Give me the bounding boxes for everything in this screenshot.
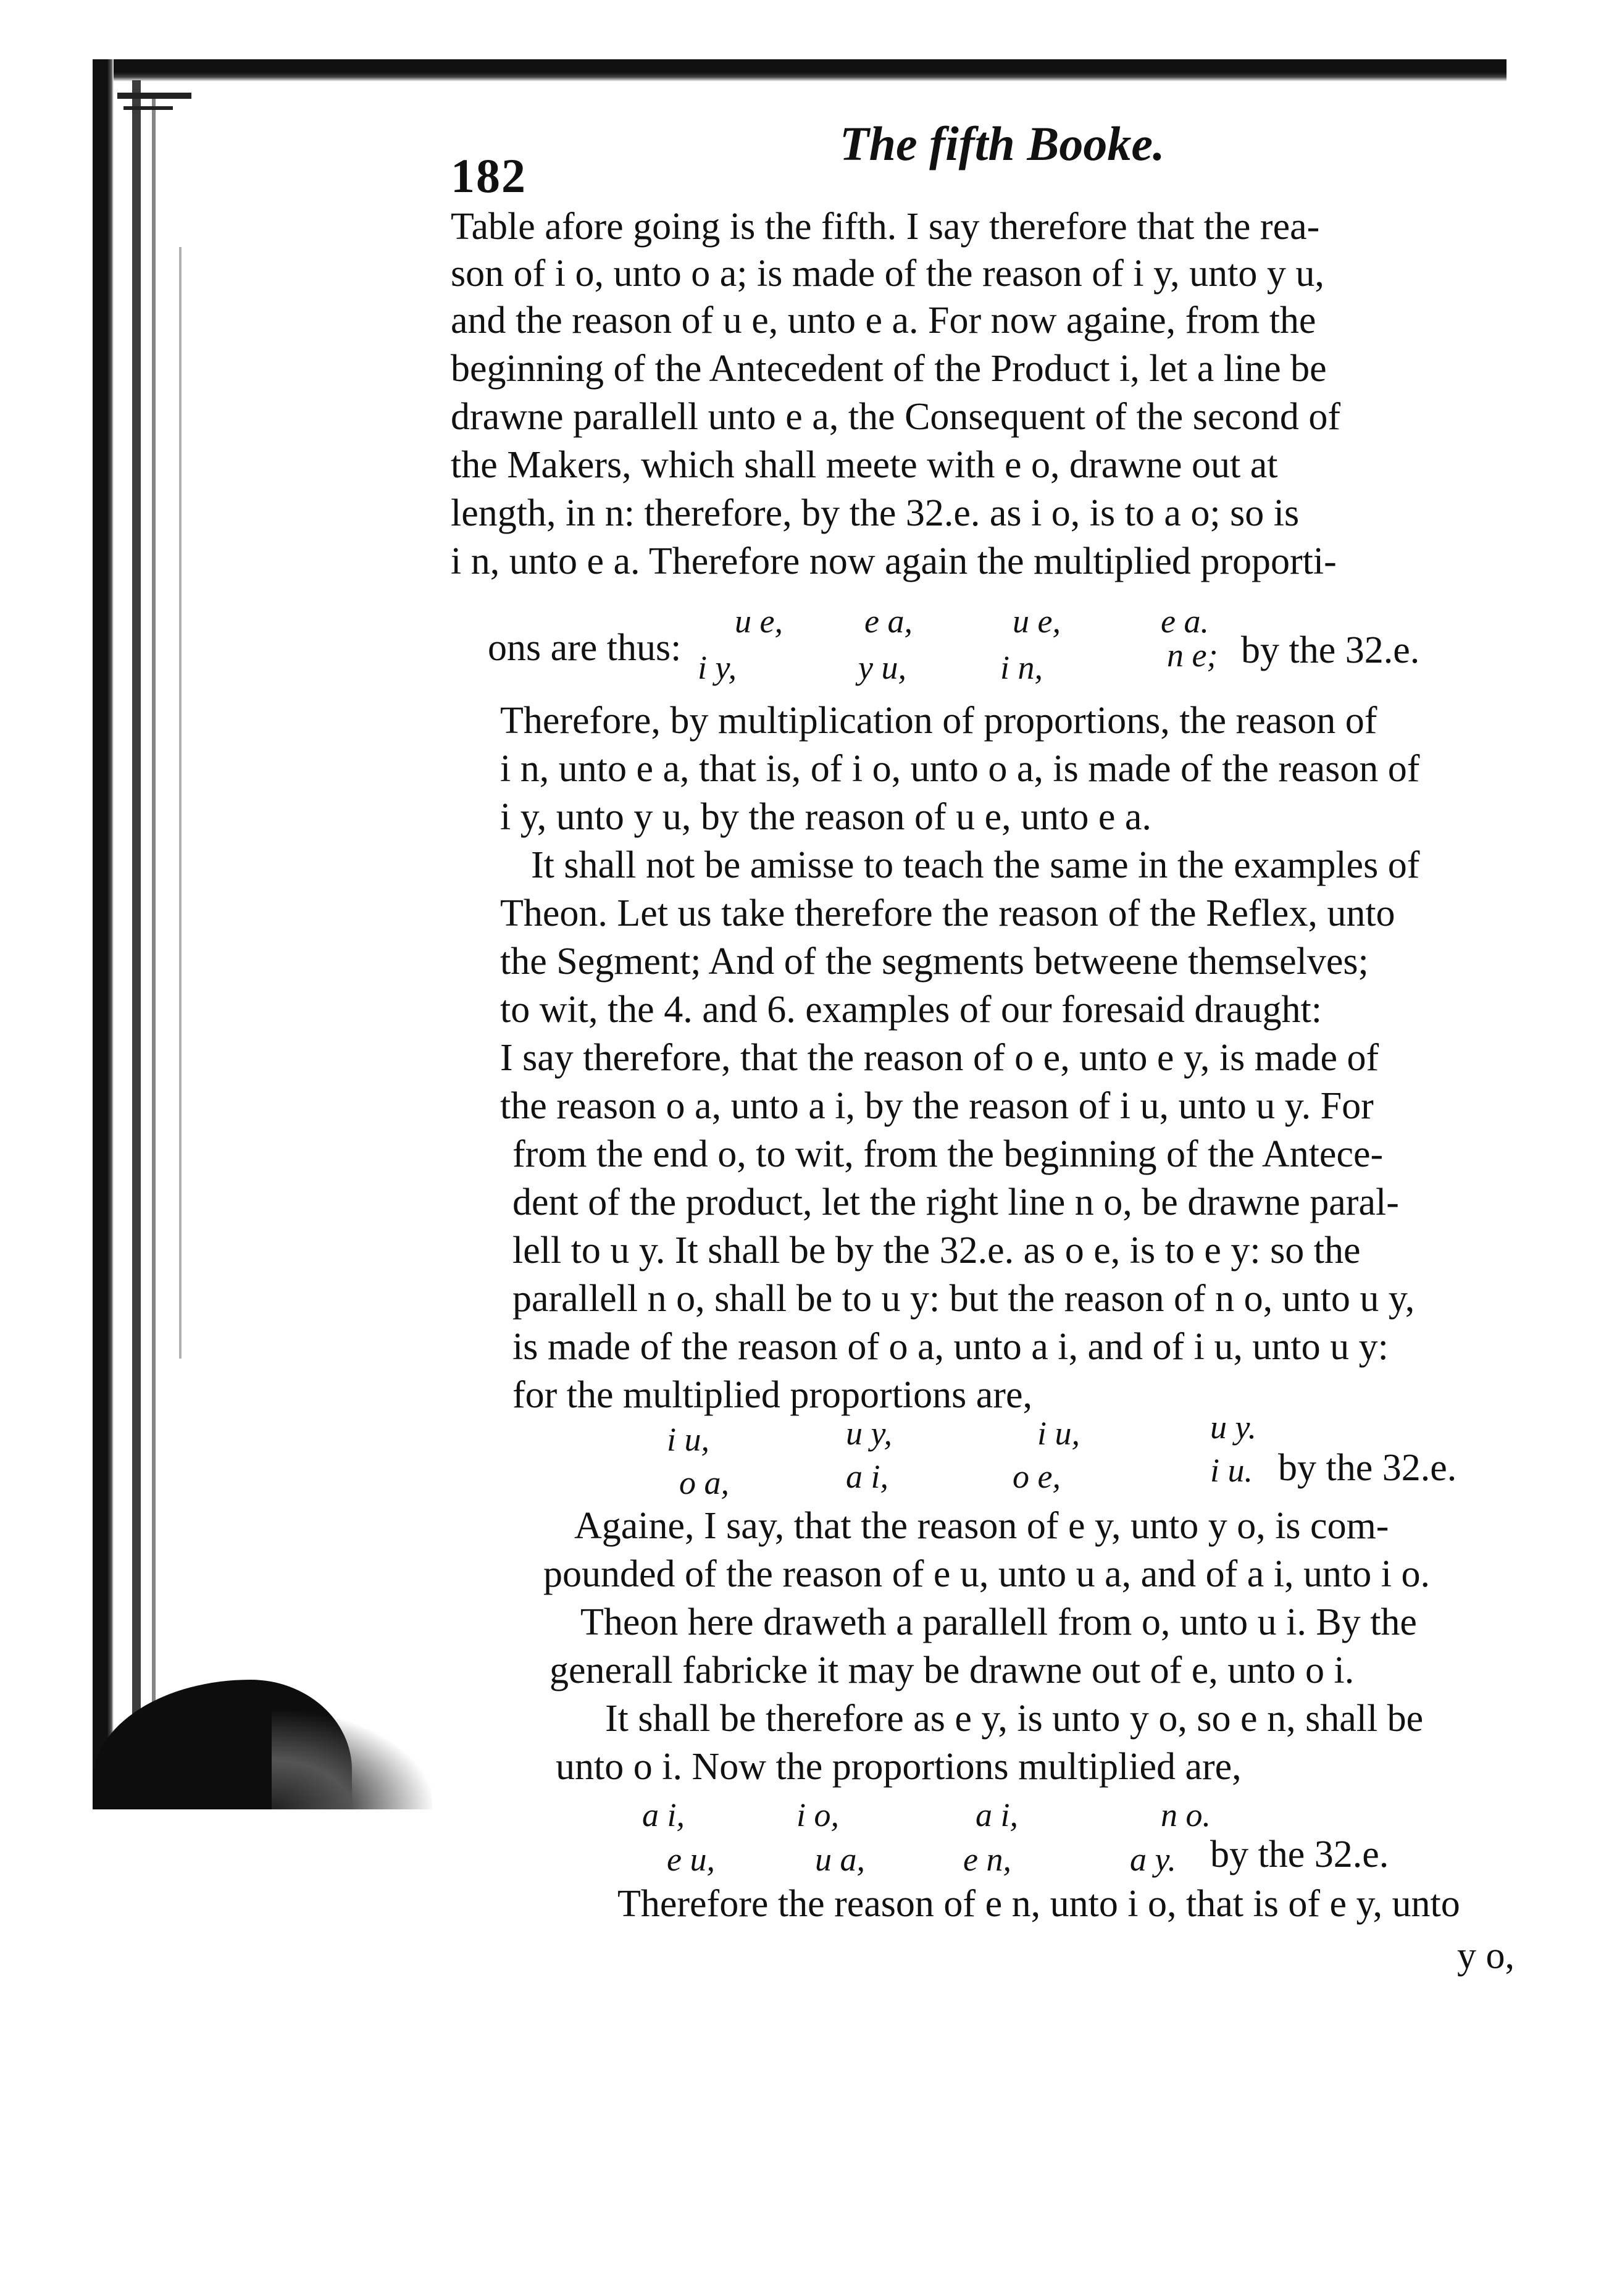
- page-number: 182: [451, 149, 527, 203]
- text-line: i y, unto y u, by the reason of u e, unto e a.: [500, 796, 1151, 838]
- text-line: and the reason of u e, unto e a. For now againe, from the: [451, 300, 1316, 341]
- text-line: parallell n o, shall be to u y: but the reason of n o, unto u y,: [512, 1278, 1415, 1320]
- text-line: i n, unto e a, that is, of i o, unto o a, is made of the reason of: [500, 748, 1420, 790]
- text-line: pounded of the reason of e u, unto u a, and of a i, unto i o.: [543, 1553, 1430, 1595]
- fraction-denominator: i n,: [1000, 649, 1043, 686]
- text-line: y o,: [1457, 1935, 1515, 1977]
- fraction-denominator: i u.: [1210, 1452, 1253, 1489]
- text-line: beginning of the Antecedent of the Product i, let a line be: [451, 348, 1327, 390]
- text-line: unto o i. Now the proportions multiplied are,: [556, 1746, 1242, 1788]
- page-border-left-shadow: [152, 99, 156, 1791]
- text-line: generall fabricke it may be drawne out of e, unto o i.: [550, 1649, 1355, 1691]
- fraction-denominator: a y.: [1130, 1841, 1176, 1878]
- fraction-suffix: by the 32.e.: [1278, 1447, 1457, 1489]
- ink-blot-shade: [272, 1711, 432, 1809]
- fraction-numerator: u y.: [1210, 1409, 1256, 1446]
- fraction-denominator: e u,: [667, 1841, 715, 1878]
- running-head: The fifth Booke.: [840, 117, 1165, 170]
- fraction-numerator: e a.: [1161, 603, 1209, 640]
- fraction-denominator: o e,: [1013, 1458, 1061, 1495]
- page-border-left: [93, 59, 114, 1807]
- text-line: lell to u y. It shall be by the 32.e. as o e, is to e y: so the: [512, 1230, 1361, 1272]
- fraction-numerator: i u,: [1037, 1415, 1080, 1452]
- fraction-denominator: i y,: [698, 649, 737, 686]
- border-fleck: [123, 106, 173, 110]
- text-line: Therefore the reason of e n, unto i o, that is of e y, unto: [617, 1883, 1460, 1925]
- fraction-denominator: u a,: [815, 1841, 865, 1878]
- fraction-numerator: i o,: [796, 1796, 840, 1833]
- text-line: Table afore going is the fifth. I say therefore that the rea-: [451, 206, 1320, 248]
- text-line: I say therefore, that the reason of o e, unto e y, is made of: [500, 1037, 1379, 1079]
- text-line: for the multiplied proportions are,: [512, 1374, 1032, 1416]
- fraction-denominator: e n,: [963, 1841, 1011, 1878]
- text-line: the Makers, which shall meete with e o, drawne out at: [451, 444, 1278, 486]
- border-fleck: [179, 247, 182, 1359]
- fraction-denominator: o a,: [679, 1464, 729, 1501]
- fraction-numerator: a i,: [976, 1796, 1019, 1833]
- fraction-suffix: by the 32.e.: [1210, 1833, 1389, 1875]
- border-fleck: [117, 93, 191, 99]
- text-line: is made of the reason of o a, unto a i, and of i u, unto u y:: [512, 1326, 1389, 1368]
- text-line: son of i o, unto o a; is made of the reason of i y, unto y u,: [451, 253, 1324, 295]
- fraction-numerator: n o.: [1161, 1796, 1211, 1833]
- text-line: Theon here draweth a parallell from o, unto u i. By the: [580, 1601, 1417, 1643]
- text-line: the reason o a, unto a i, by the reason of i u, unto u y. For: [500, 1085, 1374, 1127]
- fraction-numerator: u y,: [846, 1415, 892, 1452]
- text-line: the Segment; And of the segments betweene themselves;: [500, 941, 1369, 983]
- fraction-numerator: u e,: [735, 603, 783, 640]
- fraction-numerator: i u,: [667, 1421, 710, 1458]
- text-line: length, in n: therefore, by the 32.e. as i o, is to a o; so is: [451, 492, 1300, 534]
- fraction-denominator: a i,: [846, 1458, 889, 1495]
- text-line: i n, unto e a. Therefore now again the multiplied proporti-: [451, 540, 1337, 582]
- text-line: It shall not be amisse to teach the same in the examples of: [531, 844, 1420, 886]
- fraction-suffix: by the 32.e.: [1241, 629, 1420, 671]
- text-line: Againe, I say, that the reason of e y, unto y o, is com-: [574, 1505, 1389, 1547]
- fraction-denominator: n e;: [1167, 637, 1218, 674]
- text-line: from the end o, to wit, from the beginning of the Antece-: [512, 1133, 1384, 1175]
- text-line: ons are thus:: [488, 627, 682, 669]
- text-line: dent of the product, let the right line n o, be drawne paral-: [512, 1181, 1399, 1223]
- page-border-top: [93, 59, 1507, 82]
- page-border-left-inner: [132, 80, 141, 1797]
- fraction-numerator: u e,: [1013, 603, 1061, 640]
- text-line: drawne parallell unto e a, the Consequent of the second of: [451, 396, 1341, 438]
- fraction-numerator: e a,: [864, 603, 913, 640]
- fraction-denominator: y u,: [858, 649, 906, 686]
- text-line: to wit, the 4. and 6. examples of our foresaid draught:: [500, 989, 1322, 1031]
- text-line: It shall be therefore as e y, is unto y o, so e n, shall be: [605, 1698, 1424, 1740]
- text-line: Theon. Let us take therefore the reason of the Reflex, unto: [500, 892, 1395, 934]
- text-line: Therefore, by multiplication of proportions, the reason of: [500, 700, 1377, 742]
- fraction-numerator: a i,: [642, 1796, 685, 1833]
